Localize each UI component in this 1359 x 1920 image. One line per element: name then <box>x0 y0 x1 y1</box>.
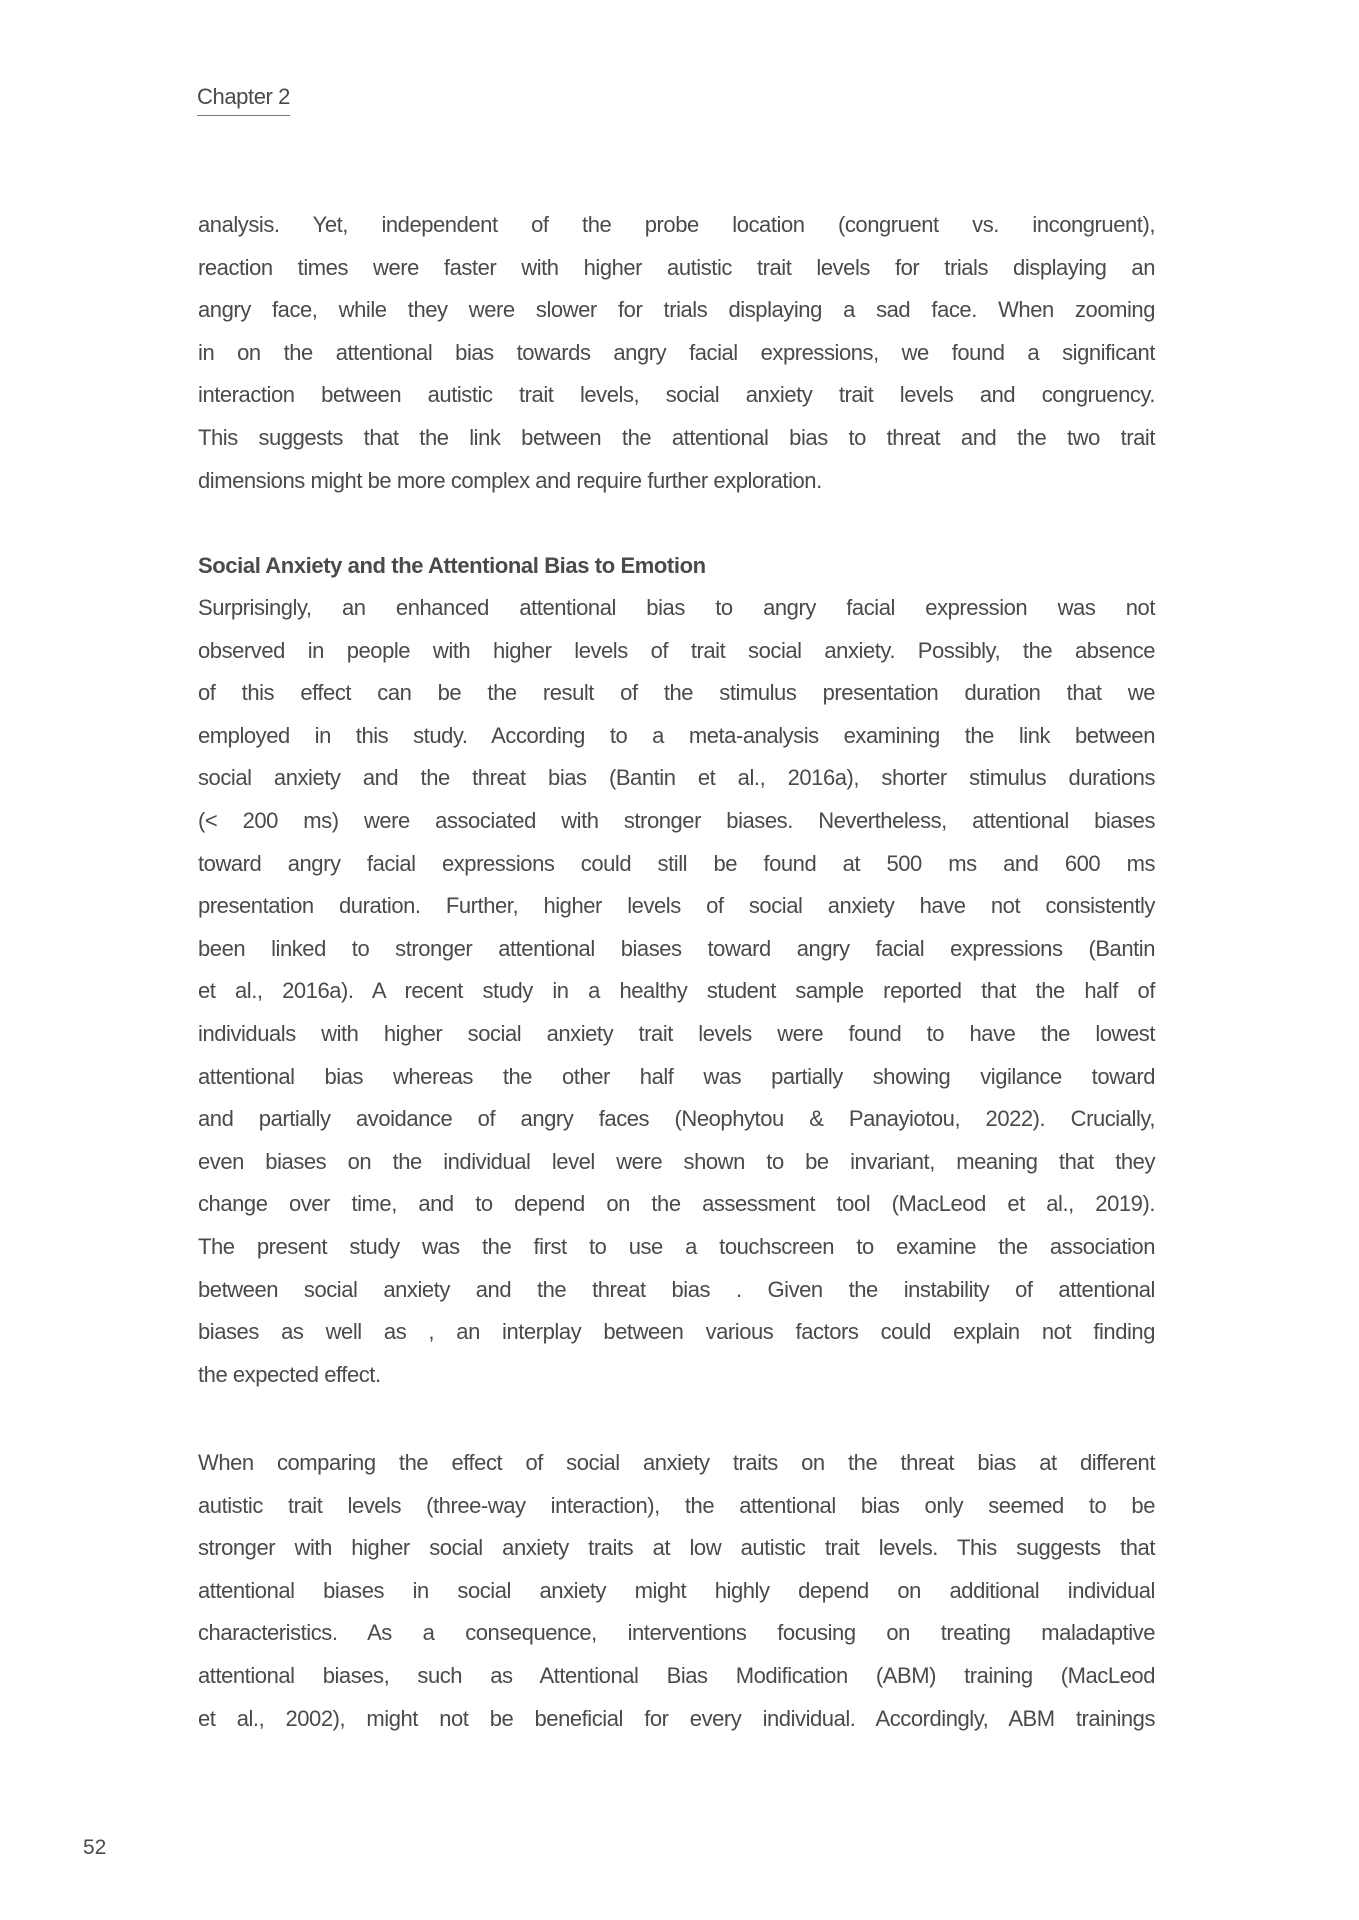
text-line: (< 200 ms) were associated with stronger biases. Nevertheless, attentional biases <box>198 807 1155 833</box>
text-line: in on the attentional bias towards angry facial expressions, we found a significant <box>198 339 1155 365</box>
text-line: attentional biases in social anxiety might highly depend on additional individual <box>198 1577 1155 1603</box>
text-line: the expected effect. <box>198 1361 381 1387</box>
text-line: biases as well as , an interplay between various factors could explain not finding <box>198 1319 1155 1345</box>
text-line: between social anxiety and the threat bias . Given the instability of attentional <box>198 1276 1155 1302</box>
paragraph-1 <box>198 204 1155 502</box>
text-line: even biases on the individual level were shown to be invariant, meaning that they <box>198 1148 1155 1174</box>
text-line: employed in this study. According to a meta-analysis examining the link between <box>198 722 1155 748</box>
running-header: Chapter 2 <box>197 84 290 116</box>
paragraph-3 <box>198 1442 1155 1740</box>
page-number: 52 <box>83 1836 107 1859</box>
text-line: toward angry facial expressions could still be found at 500 ms and 600 ms <box>198 850 1155 876</box>
text-line: et al., 2016a). A recent study in a healthy student sample reported that the half of <box>198 978 1155 1004</box>
text-line: individuals with higher social anxiety trait levels were found to have the lowest <box>198 1020 1155 1046</box>
text-line: observed in people with higher levels of trait social anxiety. Possibly, the absence <box>198 637 1155 663</box>
text-line: interaction between autistic trait levels, social anxiety trait levels and congruency. <box>198 382 1155 408</box>
text-line: dimensions might be more complex and require further exploration. <box>198 467 822 493</box>
section-heading: Social Anxiety and the Attentional Bias to Emotion <box>198 553 706 578</box>
text-line: been linked to stronger attentional biases toward angry facial expressions (Bantin <box>198 935 1155 961</box>
text-line: attentional biases, such as Attentional Bias Modification (ABM) training (MacLeod <box>198 1662 1155 1688</box>
text-line: social anxiety and the threat bias (Bantin et al., 2016a), shorter stimulus durations <box>198 765 1155 791</box>
text-line: The present study was the first to use a touchscreen to examine the association <box>198 1233 1155 1259</box>
text-line: and partially avoidance of angry faces (Neophytou & Panayiotou, 2022). Crucially, <box>198 1106 1155 1132</box>
text-line: change over time, and to depend on the assessment tool (MacLeod et al., 2019). <box>198 1191 1155 1217</box>
text-line: of this effect can be the result of the stimulus presentation duration that we <box>198 680 1155 706</box>
text-line: autistic trait levels (three-way interaction), the attentional bias only seemed to be <box>198 1492 1155 1518</box>
text-line: Surprisingly, an enhanced attentional bias to angry facial expression was not <box>198 595 1155 620</box>
text-line: This suggests that the link between the attentional bias to threat and the two trait <box>198 424 1155 450</box>
text-line: reaction times were faster with higher autistic trait levels for trials displaying an <box>198 254 1155 280</box>
text-line: et al., 2002), might not be beneficial for every individual. Accordingly, ABM trainings <box>198 1705 1155 1731</box>
text-line: presentation duration. Further, higher levels of social anxiety have not consistently <box>198 893 1155 919</box>
text-line: characteristics. As a consequence, interventions focusing on treating maladaptive <box>198 1620 1155 1646</box>
paragraph-2 <box>198 587 1155 1396</box>
text-line: attentional bias whereas the other half was partially showing vigilance toward <box>198 1063 1155 1089</box>
text-line: analysis. Yet, independent of the probe location (congruent vs. incongruent), <box>198 212 1155 237</box>
text-line: angry face, while they were slower for trials displaying a sad face. When zooming <box>198 297 1155 323</box>
text-line: stronger with higher social anxiety traits at low autistic trait levels. This suggests that <box>198 1535 1155 1561</box>
text-line: When comparing the effect of social anxiety traits on the threat bias at different <box>198 1450 1155 1475</box>
